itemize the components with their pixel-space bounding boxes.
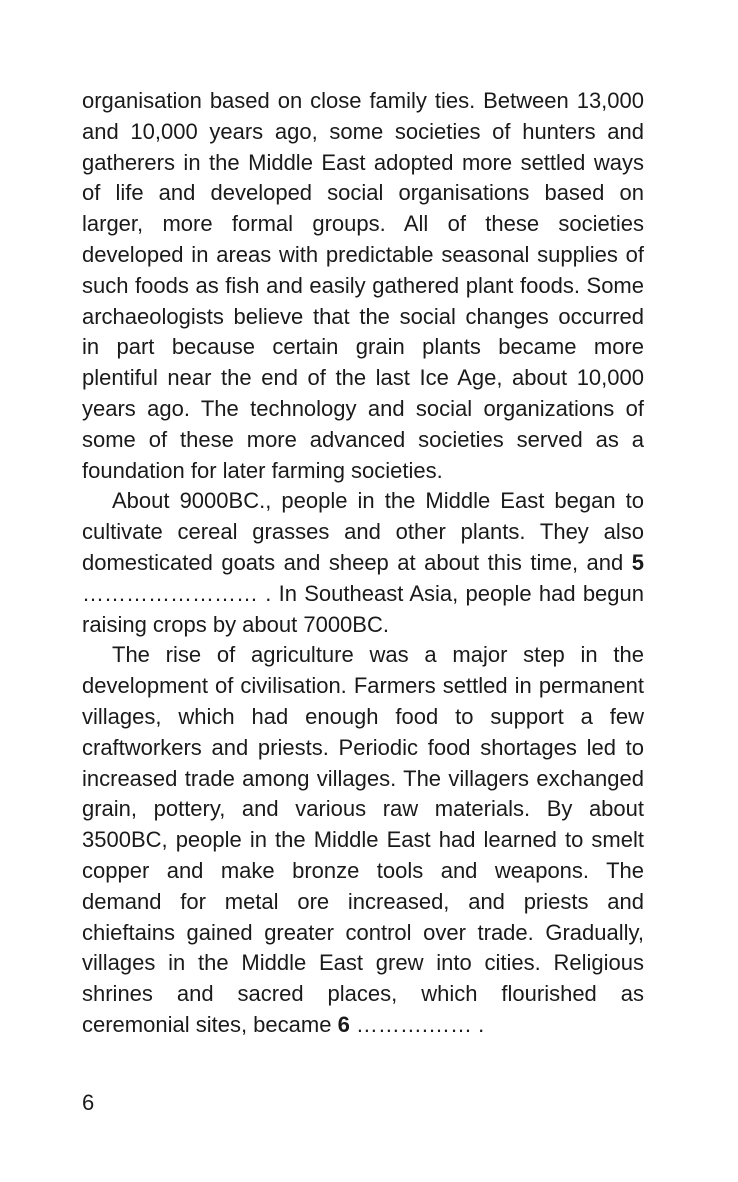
gap-dots-5: …………………… . bbox=[82, 580, 279, 606]
gap-number-5: 5 bbox=[631, 549, 644, 575]
paragraph-3 bbox=[82, 640, 644, 1040]
page-number: 6 bbox=[82, 1090, 95, 1115]
paragraph-1-text: organisation based on close family ties. Between 13,000 and 10,000 years ago, some societies of hunters and gatherers in the Middle East adopted more settled ways of life and developed social organisations based on larger, more formal groups. All of these societies developed in areas with predictable seasonal supplies of such foods as fish and easily gathered plant foods. Some archaeologists believe that the social changes occurred in part because certain grain plants became more plentiful near the end of the last Ice Age, about 10,000 years ago. The technology and social organizations of some of these more advanced societies served as a foundation for later farming societies. bbox=[82, 88, 644, 483]
paragraph-1 bbox=[82, 86, 644, 486]
paragraph-2 bbox=[82, 486, 644, 640]
paragraph-2-text-after: In Southeast Asia, people had begun raising crops by about 7000BC. bbox=[82, 580, 644, 637]
gap-number-6: 6 bbox=[337, 1011, 350, 1037]
paragraph-3-text-before: The rise of agriculture was a major step in the development of civilisation. Farmers settled in permanent villages, which had enough food to support a few craftworkers and priests. Periodic food shortages led to increased trade among villages. The villagers exchanged grain, pottery, and various raw materials. By about 3500BC, people in the Middle East had learned to smelt copper and make bronze tools and weapons. The demand for metal ore increased, and priests and chieftains gained greater control over trade. Gradually, villages in the Middle East grew into cities. Religious shrines and sacred places, which flourished as ceremonial sites, became bbox=[82, 642, 644, 1037]
page-body bbox=[82, 86, 644, 1041]
gap-dots-6: ……….…… . bbox=[349, 1011, 485, 1037]
paragraph-2-text-before: About 9000BC., people in the Middle East began to cultivate cereal grasses and other plants. They also domesticated goats and sheep at about this time, and bbox=[82, 488, 644, 575]
